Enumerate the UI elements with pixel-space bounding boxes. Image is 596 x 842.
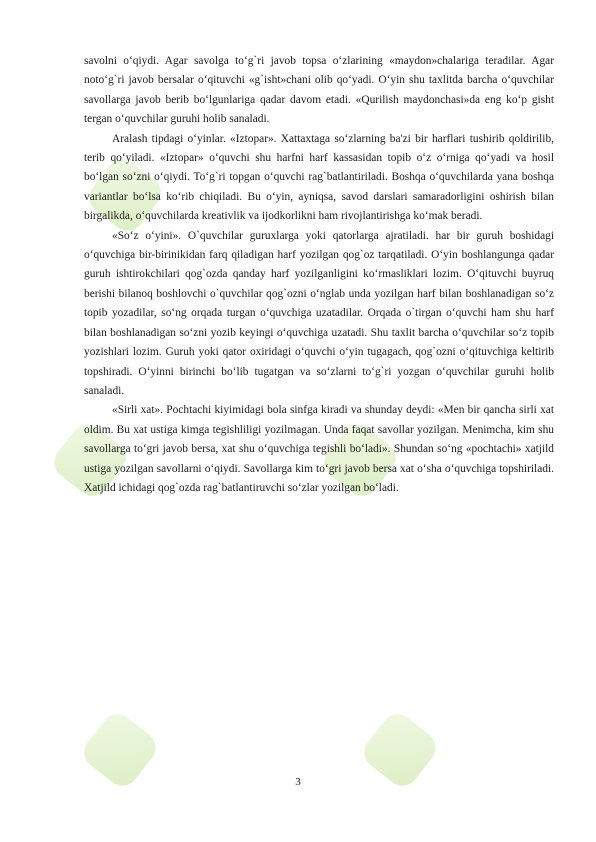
page-number: 3 [295, 776, 301, 788]
page-body [84, 52, 554, 498]
paragraph-soz-oyini: «So‘z o‘yini». O`quvchilar guruxlarga yoki qatorlarga ajratiladi. har bir guruh boshidagi o‘quvchiga bir-birinikidan farq qiladigan harf yozilgan qog`oz tarqatiladi. O‘yin boshlangunga qadar guruh ishtirokchilari qog`ozda qanday harf yozilganligini ko‘rmasliklari lozim. O‘qituvchi buyruq berishi bilanoq boshlovchi o`quvchilar qog`ozni o‘nglab unda yozilgan harf bilan boshlanadigan so‘z topib yozadilar, so‘ng orqada turgan o‘quvchiga uzatadilar. Orqada o`tirgan o‘quvchi ham shu harf bilan boshlanadigan so‘zni yozib keyingi o‘quvchiga uzatadi. Shu taxlit barcha o‘quvchilar so‘z topib yozishlari lozim. Guruh yoki qator oxiridagi o‘quvchi o‘yin tugagach, qog`ozni o‘qituvchiga keltirib topshiradi. O‘yinni birinchi bo‘lib tugatgan va so‘zlarni to‘g`ri yozgan o‘quvchilar guruhi holib sanaladi. [84, 229, 554, 397]
paragraph-iztopar: Aralash tipdagi o‘yinlar. «Iztopar». Xattaxtaga so‘zlarning ba'zi bir harflari tushirib qoldirilib, terib qo‘yiladi. «Iztopar» o‘quvchi shu harfni harf kassasidan topib o‘z o‘rniga qo‘yadi va hosil bo‘lgan so‘zni o‘qiydi. To‘g`ri topgan o‘quvchi rag`batlantiriladi. Boshqa o‘quvchilarda yana boshqa variantlar bo‘lsa ko‘rib chiqiladi. Bu o‘yin, ayniqsa, savod darslari samaradorligini oshirish bilan birgalikda, o‘quvchilarda kreativlik va ijodkorlikni ham rivojlantirishga ko‘mak beradi. [84, 132, 554, 223]
paragraph-continuation: savolni o‘qiydi. Agar savolga to‘g`ri javob topsa o‘zlarining «maydon»chalariga teradilar. Agar noto‘g`ri javob bersalar o‘qituvchi «g`isht»chani olib qo‘yadi. O‘yin shu taxlitda barcha o‘quvchilar savollarga javob berib bo‘lgunlariga qadar davom etadi. «Qurilish maydonchasi»da eng ko‘p gisht tergan o‘quvchilar guruhi holib sanaladi. [84, 55, 554, 126]
paragraph-sirli-xat: «Sirli xat». Pochtachi kiyimidagi bola sinfga kiradi va shunday deydi: «Men bir qancha sirli xat oldim. Bu xat ustiga kimga tegishliligi yozilmagan. Unda faqat savollar yozilgan. Menimcha, kim shu savollarga to‘gri javob bersa, xat shu o‘quvchiga tegishli bo‘ladi». Shundan so‘ng «pochtachi» xatjild ustiga yozilgan savollarni o‘qiydi. Savollarga kim to‘gri javob bersa xat o‘sha o‘quvchiga topshiriladi. Xatjild ichidagi qog`ozda rag`batlantiruvchi so‘zlar yozilgan bo‘ladi. [84, 404, 554, 494]
